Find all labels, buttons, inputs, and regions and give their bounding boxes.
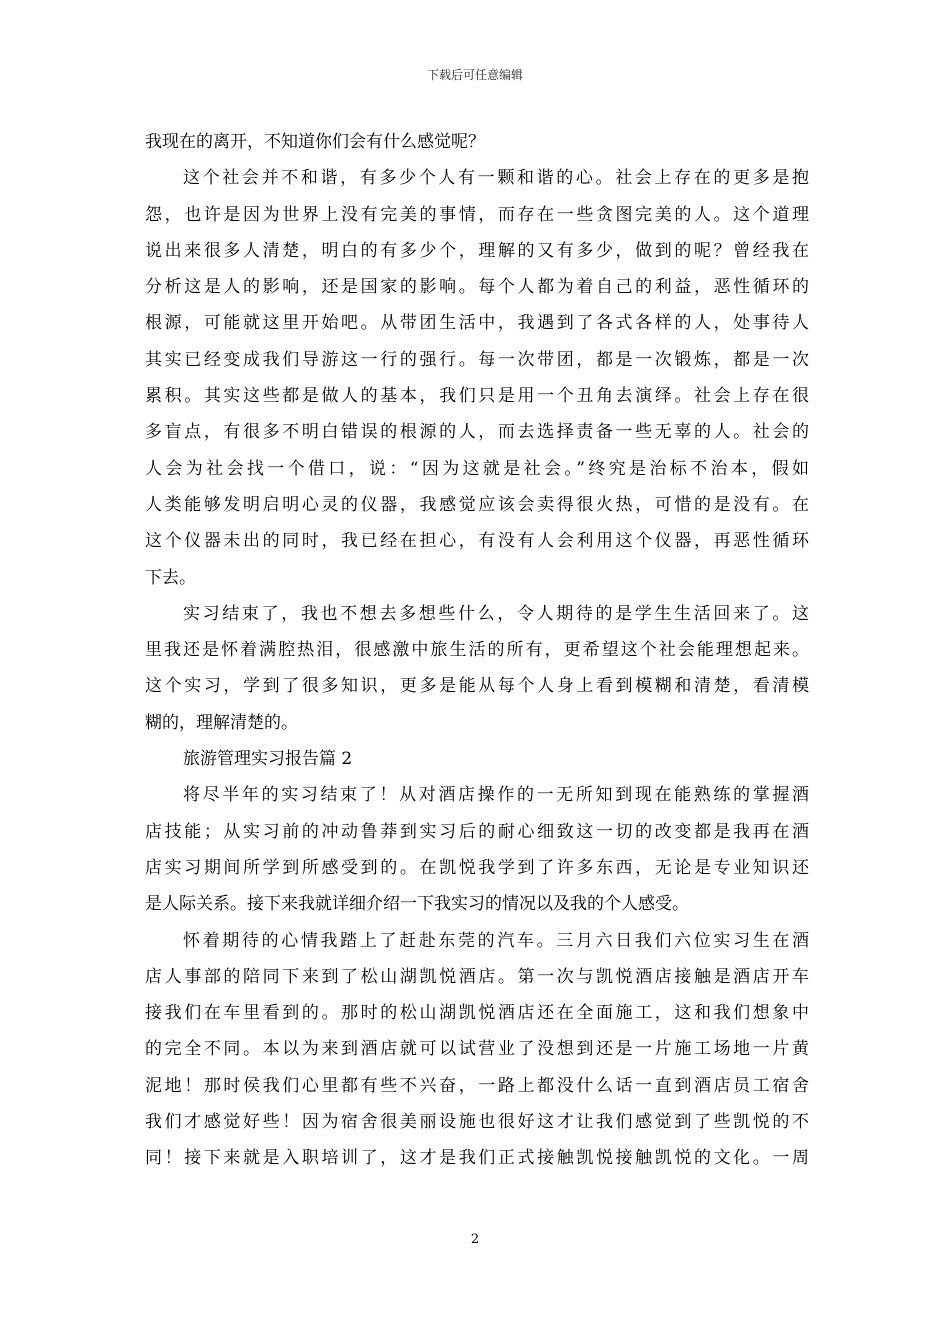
text-line: 这个仪器未出的同时，我已经在担心，有没有人会利用这个仪器，再恶性循环 xyxy=(145,531,809,552)
text-line: 里我还是怀着满腔热泪，很感激中旅生活的所有，更希望这个社会能理想起来。 xyxy=(145,640,809,661)
text-line: 店人事部的陪同下来到了松山湖凯悦酒店。第一次与凯悦酒店接触是酒店开车 xyxy=(145,966,809,987)
text-line: 这个实习，学到了很多知识，更多是能从每个人身上看到模糊和清楚，看清模 xyxy=(145,676,809,697)
text-line: 人类能够发明启明心灵的仪器，我感觉应该会卖得很火热，可惜的是没有。在 xyxy=(145,494,809,515)
text-line: 的完全不同。本以为来到酒店就可以试营业了没想到还是一片施工场地一片黄 xyxy=(145,1039,809,1060)
text-line: 是人际关系。接下来我就详细介绍一下我实习的情况以及我的个人感受。 xyxy=(145,894,689,915)
page-number: 2 xyxy=(470,1232,480,1247)
text-line: 下去。 xyxy=(145,567,196,588)
text-line: 我现在的离开，不知道你们会有什么感觉呢？ xyxy=(145,132,485,152)
text-line: 累积。其实这些都是做人的基本，我们只是用一个丑角去演绎。社会上存在很 xyxy=(145,386,809,407)
text-line: 我们才感觉好些！因为宿舍很美丽设施也很好这才让我们感觉到了些凯悦的不 xyxy=(145,1112,809,1133)
text-line: 怨，也许是因为世界上没有完美的事情，而存在一些贪图完美的人。这个道理 xyxy=(145,204,809,225)
text-line: 店技能；从实习前的冲动鲁莽到实习后的耐心细致这一切的改变都是我再在酒 xyxy=(145,821,809,842)
text-line: 这个社会并不和谐，有多少个人有一颗和谐的心。社会上存在的更多是抱 xyxy=(183,168,809,189)
text-line: 多盲点，有很多不明白错误的根源的人，而去选择责备一些无辜的人。社会的 xyxy=(145,422,809,443)
text-line: 怀着期待的心情我踏上了赶赴东莞的汽车。三月六日我们六位实习生在酒 xyxy=(183,930,809,951)
text-line: 根源，可能就这里开始吧。从带团生活中，我遇到了各式各样的人，处事待人 xyxy=(145,313,809,334)
text-line: 接我们在车里看到的。那时的松山湖凯悦酒店还在全面施工，这和我们想象中 xyxy=(145,1003,809,1024)
text-line: 将尽半年的实习结束了！从对酒店操作的一无所知到现在能熟练的掌握酒 xyxy=(183,785,809,806)
section-heading: 旅游管理实习报告篇 2 xyxy=(183,749,353,770)
text-line: 说出来很多人清楚，明白的有多少个，理解的又有多少，做到的呢？曾经我在 xyxy=(145,240,809,261)
text-line: 泥地！那时侯我们心里都有些不兴奋，一路上都没什么话一直到酒店员工宿舍 xyxy=(145,1075,809,1096)
text-line: 店实习期间所学到所感受到的。在凯悦我学到了许多东西，无论是专业知识还 xyxy=(145,857,809,878)
text-line: 分析这是人的影响，还是国家的影响。每个人都为着自己的利益，恶性循环的 xyxy=(145,277,809,298)
text-line: 实习结束了，我也不想去多想些什么，令人期待的是学生生活回来了。这 xyxy=(183,603,809,624)
text-line: 其实已经变成我们导游这一行的强行。每一次带团，都是一次锻炼，都是一次 xyxy=(145,349,809,370)
document-body xyxy=(145,124,809,1177)
text-line: 同！接下来就是入职培训了，这才是我们正式接触凯悦接触凯悦的文化。一周 xyxy=(145,1148,809,1169)
text-line: 人会为社会找一个借口，说：“因为这就是社会。”终究是治标不治本，假如 xyxy=(145,458,809,479)
text-line: 糊的，理解清楚的。 xyxy=(145,712,298,733)
page-header: 下载后可任意编辑 xyxy=(426,68,523,82)
